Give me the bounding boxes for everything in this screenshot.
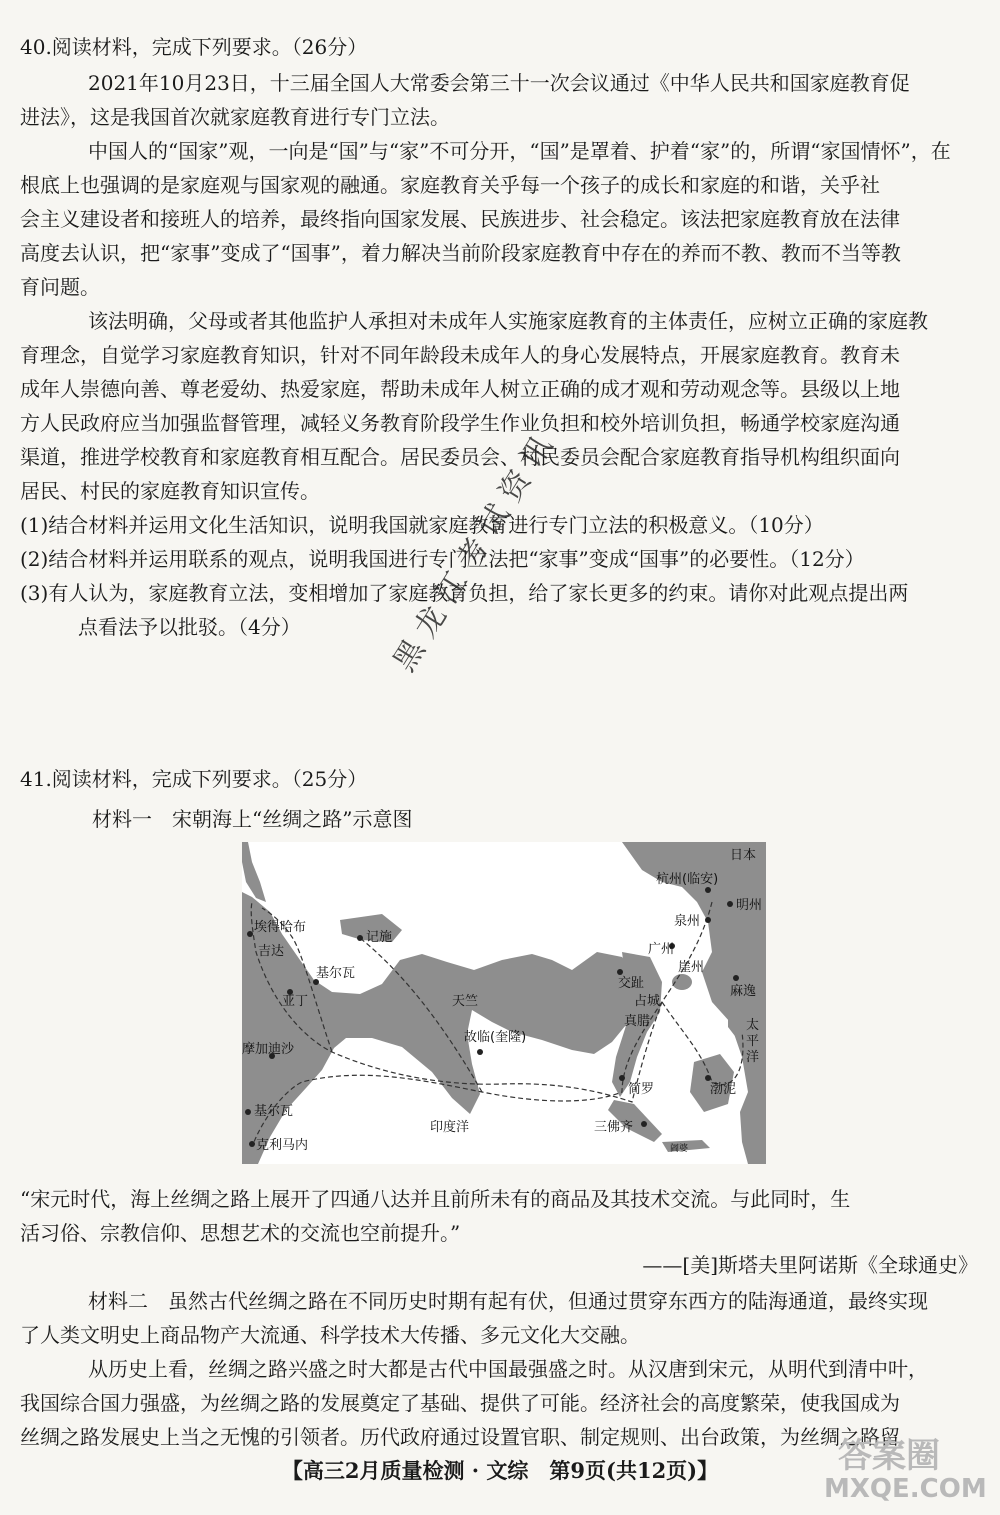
silk-road-map — [242, 842, 766, 1164]
map-label-sanfoqi: 三佛齐 — [594, 1120, 634, 1135]
map-label-zhenla: 真腊 — [624, 1014, 651, 1029]
map-label-jierwa-1: 基尔瓦 — [316, 966, 356, 981]
map-label-jierwa-2: 基尔瓦 — [254, 1104, 294, 1119]
port-sanfoqi — [641, 1121, 647, 1127]
q40-paragraph-line: 根底上也强调的是家庭观与国家观的融通。家庭教育关乎每一个孩子的成长和家庭的和谐，关乎社 — [20, 173, 880, 197]
q40-paragraph-line: 会主义建设者和接班人的培养，最终指向国家发展、民族进步、社会稳定。该法把家庭教育放在法律 — [20, 207, 900, 231]
map-label-java: 阇婆 — [670, 1144, 689, 1154]
q40-paragraph-line: 该法明确，父母或者其他监护人承担对未成年人实施家庭教育的主体责任，应树立正确的家庭教 — [88, 309, 928, 333]
port-gulin — [477, 1049, 483, 1055]
question-41-heading: 41.阅读材料，完成下列要求。（25分） — [20, 767, 368, 791]
map-label-aden: 亚丁 — [282, 994, 309, 1009]
map-label-japan: 日本 — [730, 848, 757, 863]
q40-paragraph-line: 成年人崇德向善、尊老爱幼、热爱家庭，帮助未成年人树立正确的成才观和劳动观念等。县级以上地 — [20, 377, 900, 401]
port-jianluo — [619, 1075, 625, 1081]
map-label-hangzhou: 杭州(临安) — [656, 872, 719, 887]
quote-source: ——[美]斯塔夫里阿诺斯《全球通史》 — [642, 1253, 978, 1277]
material-2-line: 丝绸之路发展史上当之无愧的引领者。历代政府通过设置官职、制定规则、出台政策，为丝绸之路留 — [20, 1425, 900, 1449]
page-footer: 【高三2月质量检测 · 文综 第9页(共12页)】 — [281, 1458, 719, 1483]
quote-line: 活习俗、宗教信仰、思想艺术的交流也空前提升。” — [20, 1221, 461, 1245]
port-hangzhou — [705, 887, 711, 893]
port-jiaozhi — [617, 969, 623, 975]
map-label-kilimani: 克利马内 — [256, 1138, 309, 1153]
map-label-jishi: 记施 — [366, 930, 393, 945]
q40-paragraph-line: 进法》，这是我国首次就家庭教育进行专门立法。 — [20, 105, 450, 129]
port-mayi — [733, 975, 739, 981]
q40-paragraph-line: 居民、村民的家庭教育知识宣传。 — [20, 479, 320, 503]
map-label-jianluo: 简罗 — [628, 1082, 655, 1097]
material-1-caption: 材料一 宋朝海上“丝绸之路”示意图 — [92, 807, 413, 831]
q40-paragraph-line: 育理念，自觉学习家庭教育知识，针对不同年龄段未成年人的身心发展特点，开展家庭教育。教育未 — [20, 343, 900, 367]
map-label-yazhou: 崖州 — [678, 960, 705, 975]
port-quanzhou — [705, 917, 711, 923]
map-label-pacific: 太平洋 — [746, 1018, 760, 1065]
land-taiwan — [724, 929, 736, 955]
map-label-boni: 渤泥 — [710, 1082, 737, 1097]
material-2-line: 材料二 虽然古代丝绸之路在不同历史时期有起有伏，但通过贯穿东西方的陆海通道，最终实现 — [88, 1289, 928, 1313]
quote-line: “宋元时代，海上丝绸之路上展开了四通八达并且前所未有的商品及其技术交流。与此同时，生 — [20, 1187, 851, 1211]
port-jierwa-2 — [245, 1109, 251, 1115]
map-label-mingzhou: 明州 — [736, 898, 763, 913]
q40-subquestion-1: (1)结合材料并运用文化生活知识，说明我国就家庭教育进行专门立法的积极意义。（10分） — [20, 513, 824, 537]
map-label-guangzhou: 广州 — [648, 942, 675, 957]
q40-subquestion-2: (2)结合材料并运用联系的观点，说明我国进行专门立法把“家事”变成“国事”的必要性。（12分） — [20, 547, 865, 571]
port-boni — [705, 1075, 711, 1081]
material-2-line: 了人类文明史上商品物产大流通、科学技术大传播、多元文化大交融。 — [20, 1323, 640, 1347]
map-label-mogadishu: 摩加迪沙 — [242, 1042, 295, 1057]
logo-text-en: MXQE.COM — [824, 1474, 987, 1504]
port-aidhab — [247, 931, 253, 937]
map-label-gulin: 故临(奎隆) — [464, 1030, 527, 1045]
q40-subquestion-3-continued: 点看法予以批驳。（4分） — [78, 615, 301, 639]
q40-paragraph-line: 育问题。 — [20, 275, 100, 299]
logo-text-cn: 答案圈 — [838, 1436, 940, 1476]
map-label-indian-ocean: 印度洋 — [430, 1120, 470, 1135]
material-2-line: 从历史上看，丝绸之路兴盛之时大都是古代中国最强盛之时。从汉唐到宋元，从明代到清中叶， — [88, 1357, 928, 1381]
watermark-stamp: 黑龙江考试资讯 — [386, 421, 565, 678]
map-label-mayi: 麻逸 — [730, 984, 757, 999]
material-2-line: 我国综合国力强盛，为丝绸之路的发展奠定了基础、提供了可能。经济社会的高度繁荣，使我国成为 — [20, 1391, 900, 1415]
map-label-zhancheng: 占城 — [634, 994, 661, 1009]
q40-paragraph-line: 中国人的“国家”观，一向是“国”与“家”不可分开，“国”是罩着、护着“家”的，所谓“家国情怀”，在 — [88, 139, 951, 163]
map-label-aidhab: 埃得哈布 — [254, 920, 307, 935]
map-label-quanzhou: 泉州 — [674, 914, 701, 929]
map-graphic — [242, 842, 766, 1164]
site-logo — [818, 1428, 996, 1508]
map-label-jiaozhi: 交趾 — [618, 976, 645, 991]
land-arabia-north — [242, 842, 266, 902]
q40-subquestion-3: (3)有人认为，家庭教育立法，变相增加了家庭教育负担，给了家长更多的约束。请你对此观点提出两 — [20, 581, 909, 605]
port-jishi — [357, 935, 363, 941]
port-mingzhou — [727, 901, 733, 907]
q40-paragraph-line: 渠道，推进学校教育和家庭教育相互配合。居民委员会、村民委员会配合家庭教育指导机构组织面向 — [20, 445, 900, 469]
question-40-heading: 40.阅读材料，完成下列要求。（26分） — [20, 35, 368, 59]
map-label-jidda: 吉达 — [258, 944, 285, 959]
port-kilimani — [249, 1141, 255, 1147]
q40-paragraph-line: 2021年10月23日，十三届全国人大常委会第三十一次会议通过《中华人民共和国家庭教育促 — [88, 71, 910, 95]
map-label-tianzhu: 天竺 — [452, 994, 479, 1009]
q40-paragraph-line: 方人民政府应当加强监督管理，减轻义务教育阶段学生作业负担和校外培训负担，畅通学校家庭沟通 — [20, 411, 900, 435]
q40-paragraph-line: 高度去认识，把“家事”变成了“国事”，着力解决当前阶段家庭教育中存在的养而不教、教而不当等教 — [20, 241, 901, 265]
